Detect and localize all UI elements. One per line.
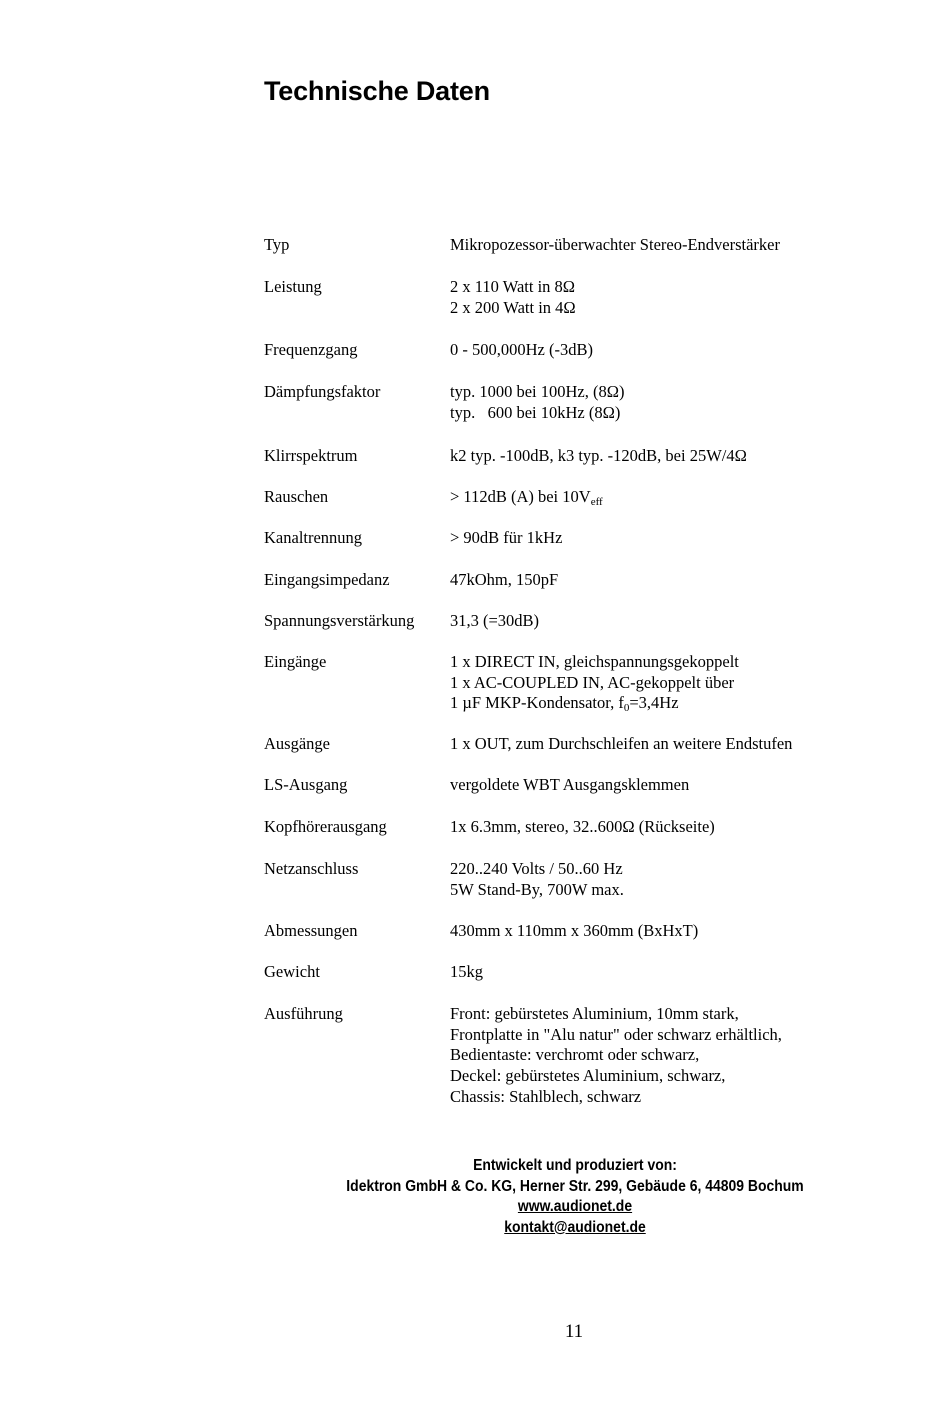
spec-value — [450, 382, 624, 423]
spec-value — [450, 528, 562, 549]
website-link[interactable]: www.audionet.de — [517, 1198, 633, 1216]
spec-value — [450, 340, 593, 361]
spec-value — [450, 487, 603, 508]
spec-line-text: =3,4Hz — [629, 693, 679, 713]
spec-line: 430mm x 110mm x 360mm (BxHxT) — [450, 921, 699, 940]
page-title: Technische Daten — [264, 76, 490, 106]
spec-label: Gewicht — [264, 962, 320, 981]
company-address: Idektron GmbH & Co. KG, Herner Str. 299, Gebäude 6, 44809 Bochum — [346, 1177, 804, 1195]
spec-value — [450, 235, 780, 256]
spec-value — [450, 611, 539, 632]
spec-line: 1 x OUT, zum Durchschleifen an weitere Endstufen — [450, 734, 793, 753]
spec-line — [450, 693, 739, 714]
footer-heading: Entwickelt und produziert von: — [473, 1157, 677, 1174]
spec-value — [450, 817, 715, 838]
spec-line: > 90dB für 1kHz — [450, 528, 563, 547]
spec-label: Dämpfungsfaktor — [264, 382, 381, 401]
spec-line: Deckel: gebürstetes Aluminium, schwarz, — [450, 1066, 726, 1086]
spec-line: Chassis: Stahlblech, schwarz — [450, 1086, 642, 1106]
spec-label: Ausführung — [264, 1004, 343, 1023]
spec-label: Eingangsimpedanz — [264, 570, 390, 589]
spec-line: typ. 600 bei 10kHz (8Ω) — [450, 402, 621, 422]
spec-label: Spannungsverstärkung — [264, 611, 415, 630]
spec-label: Leistung — [264, 277, 322, 296]
spec-label: Kopfhörerausgang — [264, 817, 387, 836]
spec-line: typ. 1000 bei 100Hz, (8Ω) — [450, 382, 625, 401]
spec-line: 15kg — [450, 962, 483, 981]
subscript: eff — [590, 496, 603, 508]
spec-value — [450, 277, 576, 318]
spec-value — [450, 570, 558, 591]
email-link[interactable]: kontakt@audionet.de — [504, 1218, 646, 1236]
spec-line: Front: gebürstetes Aluminium, 10mm stark, — [450, 1004, 739, 1023]
spec-value — [450, 446, 747, 467]
spec-line — [450, 487, 603, 508]
subscript: 0 — [623, 702, 630, 715]
spec-line: 31,3 (=30dB) — [450, 611, 540, 630]
page-number: 11 — [564, 1321, 584, 1342]
spec-line-text: 1 µF MKP-Kondensator, f — [450, 693, 624, 713]
spec-value — [450, 1004, 782, 1108]
manufacturer-footer — [328, 1156, 823, 1238]
spec-line: 5W Stand-By, 700W max. — [450, 879, 624, 899]
spec-label: Frequenzgang — [264, 340, 358, 359]
spec-line: vergoldete WBT Ausgangsklemmen — [450, 775, 690, 794]
spec-value — [450, 734, 792, 755]
spec-value — [450, 921, 698, 942]
spec-line: 1 x AC-COUPLED IN, AC-gekoppelt über — [450, 672, 735, 692]
spec-label: Kanaltrennung — [264, 528, 363, 547]
spec-line: k2 typ. -100dB, k3 typ. -120dB, bei 25W/4Ω — [450, 446, 747, 465]
spec-label: Ausgänge — [264, 734, 330, 753]
spec-label: LS-Ausgang — [264, 775, 348, 794]
spec-line: Mikropozessor-überwachter Stereo-Endverstärker — [450, 235, 780, 254]
spec-label: Eingänge — [264, 652, 327, 671]
spec-value — [450, 859, 624, 900]
spec-label: Klirrspektrum — [264, 446, 358, 465]
spec-line: 47kOhm, 150pF — [450, 570, 559, 589]
spec-line: 2 x 110 Watt in 8Ω — [450, 277, 576, 296]
spec-value — [450, 775, 689, 796]
spec-line: Frontplatte in "Alu natur" oder schwarz erhältlich, — [450, 1024, 782, 1044]
spec-line-text: > 112dB (A) bei 10V — [450, 487, 591, 506]
spec-line: 2 x 200 Watt in 4Ω — [450, 297, 576, 317]
spec-value — [450, 962, 483, 983]
spec-value — [450, 652, 739, 714]
spec-line: 1 x DIRECT IN, gleichspannungsgekoppelt — [450, 652, 739, 671]
spec-line: 0 - 500,000Hz (-3dB) — [450, 340, 593, 359]
spec-line: Bedientaste: verchromt oder schwarz, — [450, 1045, 700, 1065]
spec-label: Netzanschluss — [264, 859, 359, 878]
spec-label: Rauschen — [264, 487, 329, 506]
spec-line: 220..240 Volts / 50..60 Hz — [450, 859, 623, 878]
spec-line: 1x 6.3mm, stereo, 32..600Ω (Rückseite) — [450, 817, 715, 836]
spec-label: Typ — [264, 235, 290, 254]
spec-label: Abmessungen — [264, 921, 358, 940]
